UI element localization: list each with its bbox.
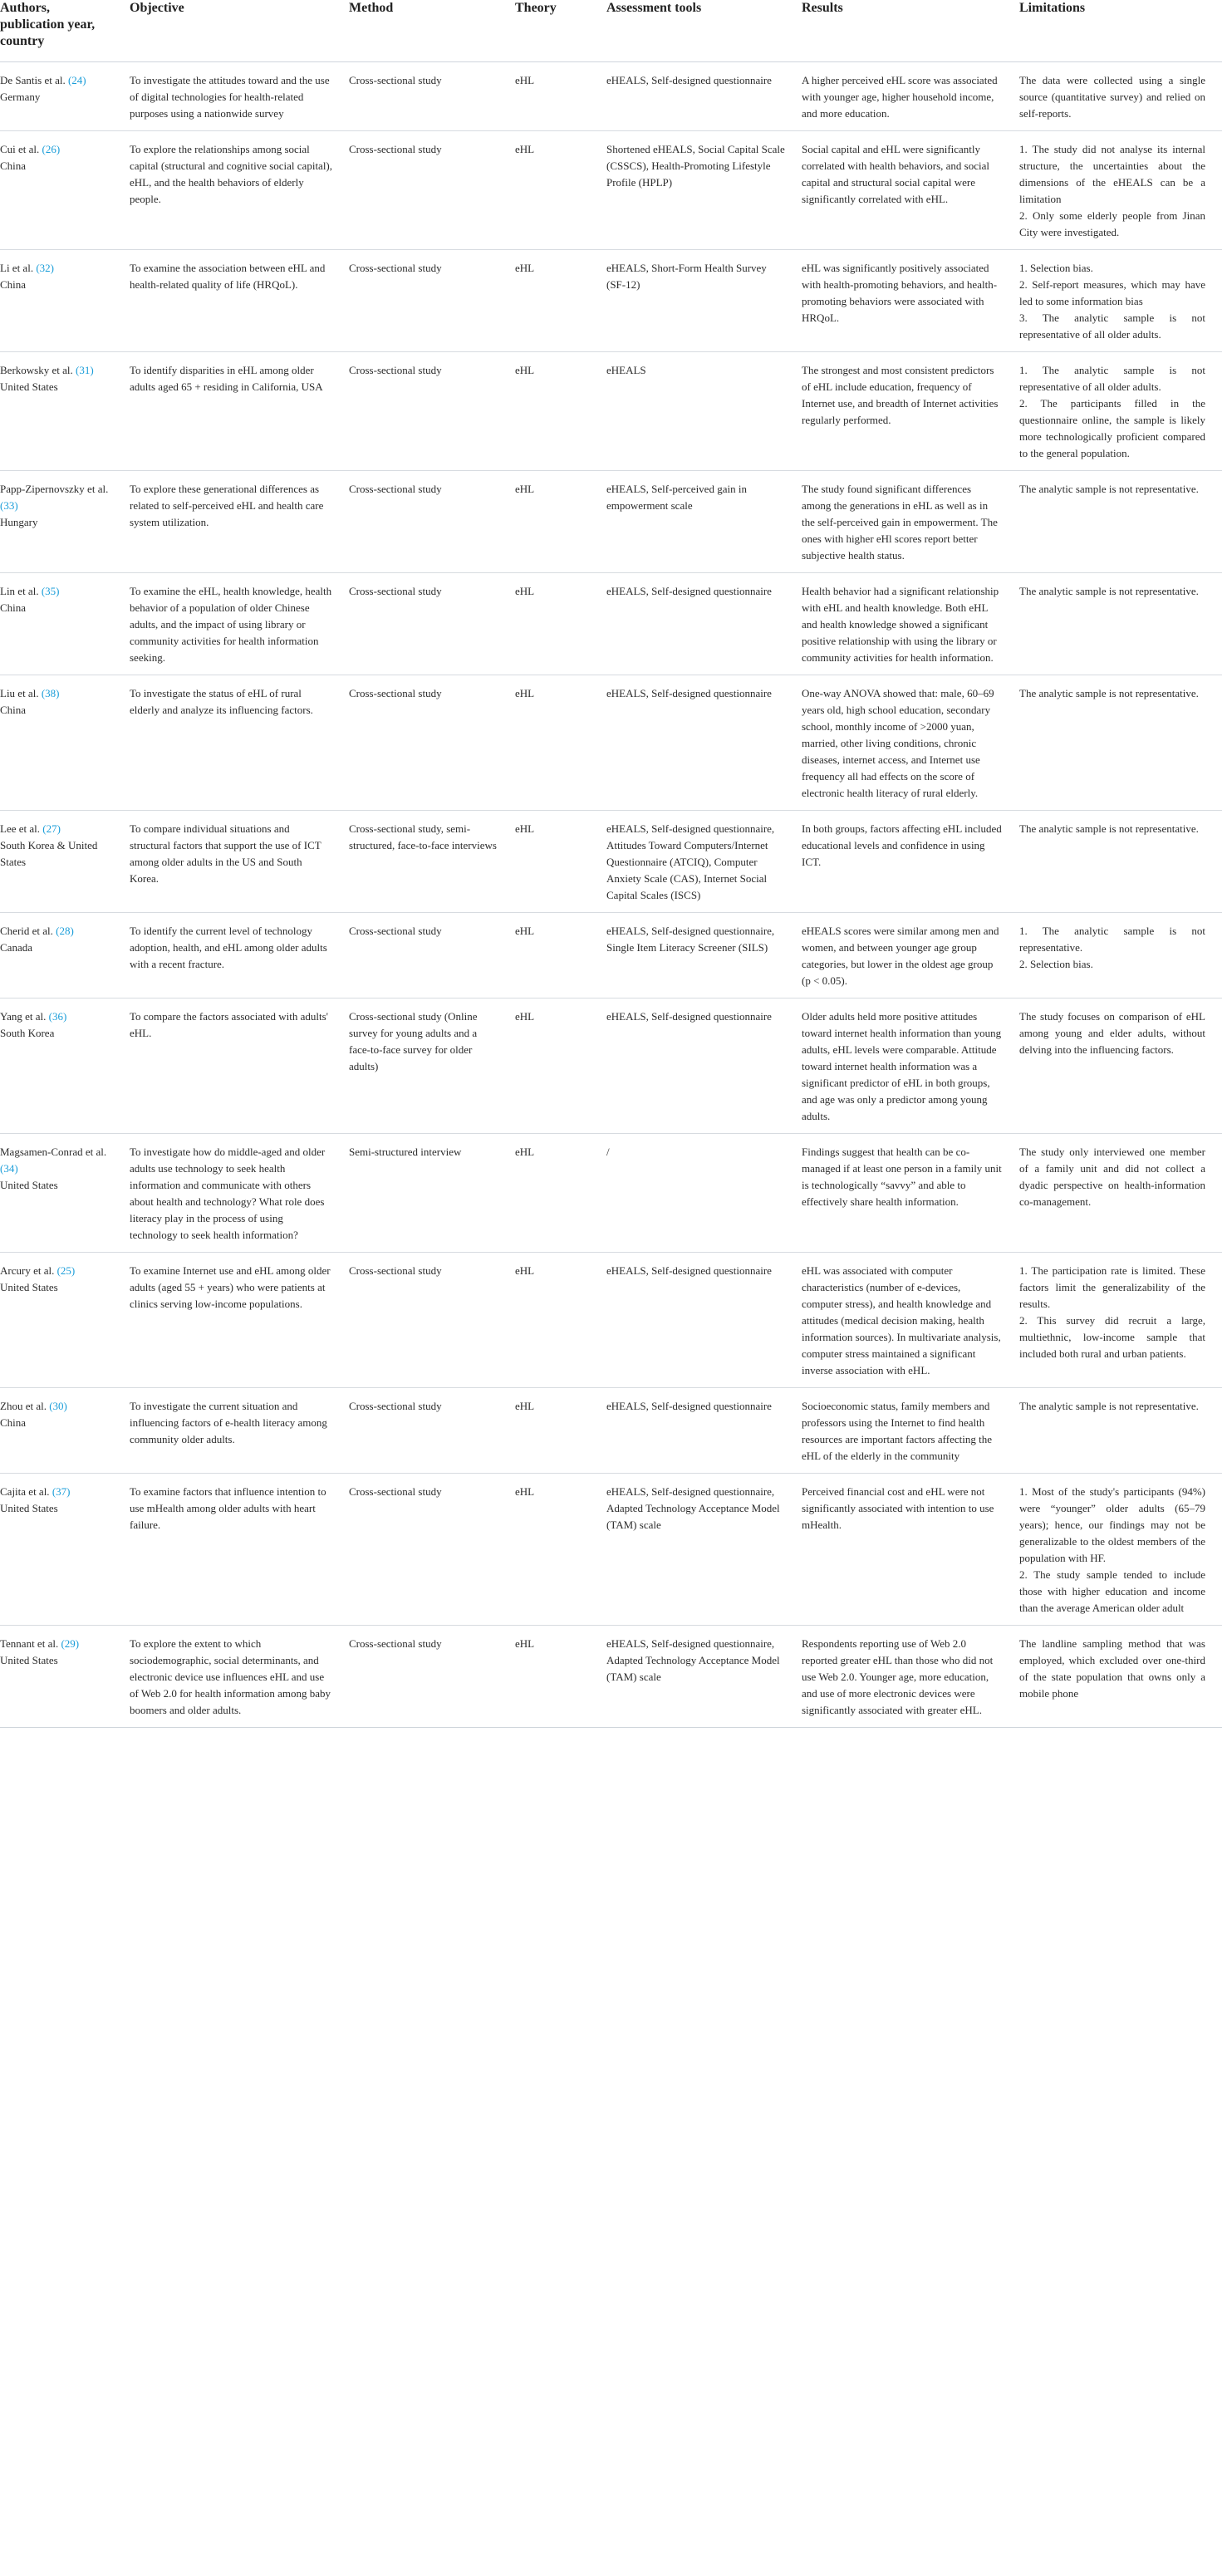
cell-limitations [1019,352,1222,471]
reference-link[interactable]: (28) [56,925,74,937]
author-name: Cajita et al. [0,1485,50,1498]
cell-method: Cross-sectional study (Online survey for young adults and a face-to-face survey for older adults) [349,1010,478,1072]
cell-method: Cross-sectional study [349,262,442,274]
cell-method: Cross-sectional study [349,1400,442,1412]
cell-theory: eHL [515,1146,535,1158]
cell-theory: eHL [515,1637,535,1650]
cell-assessment-tools: eHEALS, Self-designed questionnaire, Adapted Technology Acceptance Model (TAM) scale [606,1485,780,1531]
author-name: Berkowsky et al. [0,364,73,376]
cell-results: Older adults held more positive attitudes toward internet health information than young adults, eHL levels were comparable. Attitude toward internet health information was a significant predictor of eHL in both groups, and age was only a predictor among young adults. [802,1010,1002,1122]
table-row [0,573,1222,675]
country-label: South Korea [0,1027,55,1039]
cell-theory: eHL [515,1010,535,1023]
limitation-item: The analytic sample is not representative. [1019,687,1199,699]
cell-objective: To explore these generational differences as related to self-perceived eHL and health care system utilization. [130,483,324,528]
cell-authors [0,913,130,999]
reference-link[interactable]: (37) [52,1485,71,1498]
author-name: Zhou et al. [0,1400,47,1412]
author-name: Yang et al. [0,1010,47,1023]
cell-objective: To explore the relationships among social capital (structural and cognitive social capital), eHL, and the health behaviors of elderly people. [130,143,333,205]
cell-limitations [1019,471,1222,573]
reference-link[interactable]: (26) [42,143,61,155]
limitation-item: 1. The analytic sample is not representative. [1019,925,1205,954]
author-name: Tennant et al. [0,1637,59,1650]
reference-link[interactable]: (33) [0,499,18,512]
table-row [0,1388,1222,1474]
cell-method: Cross-sectional study [349,1485,442,1498]
cell-limitations [1019,999,1222,1134]
table-row [0,1474,1222,1626]
table-row [0,1626,1222,1728]
country-label: China [0,704,27,716]
author-name: Arcury et al. [0,1264,55,1277]
table-row [0,250,1222,352]
reference-link[interactable]: (35) [41,585,60,597]
cell-theory: eHL [515,925,535,937]
cell-results: The study found significant differences among the generations in eHL as well as in the self-perceived gain in empowerment. The ones with higher eHl scores report better subjective health status. [802,483,998,562]
limitation-item: 1. Selection bias. [1019,262,1093,274]
cell-objective: To investigate the status of eHL of rural elderly and analyze its influencing factors. [130,687,313,716]
country-label: United States [0,1502,58,1514]
cell-theory: eHL [515,364,535,376]
cell-limitations [1019,1388,1222,1474]
author-name: Papp-Zipernovszky et al. [0,483,109,495]
cell-authors [0,352,130,471]
cell-authors [0,1388,130,1474]
header-limitations: Limitations [1019,0,1222,62]
cell-results: Social capital and eHL were significantly correlated with health behaviors, and social capital and structural social capital were significantly correlated with eHL. [802,143,989,205]
cell-method: Cross-sectional study [349,364,442,376]
cell-objective: To identify the current level of technology adoption, health, and eHL among older adults with a recent fracture. [130,925,327,970]
author-name: Lee et al. [0,822,40,835]
cell-results: A higher perceived eHL score was associated with younger age, higher household income, and more education. [802,74,998,120]
cell-theory: eHL [515,143,535,155]
cell-authors [0,675,130,811]
reference-link[interactable]: (24) [67,74,86,86]
header-theory: Theory [515,0,606,62]
cell-objective: To compare individual situations and structural factors that support the use of ICT among older adults in the US and South Korea. [130,822,321,885]
cell-authors [0,1134,130,1253]
cell-method: Cross-sectional study [349,483,442,495]
cell-assessment-tools: eHEALS, Self-designed questionnaire [606,687,772,699]
cell-authors [0,999,130,1134]
table-row [0,811,1222,913]
table-row [0,1134,1222,1253]
cell-assessment-tools: eHEALS, Self-designed questionnaire [606,1400,772,1412]
limitation-item: 2. The study sample tended to include those with higher education and income than the average American older adult [1019,1568,1205,1614]
cell-results: eHL was significantly positively associated with health-promoting behaviors, and health-promoting behaviors were associated with HRQoL. [802,262,998,324]
limitation-item: The study focuses on comparison of eHL among young and elder adults, without delving into the influencing factors. [1019,1010,1205,1056]
reference-link[interactable]: (30) [49,1400,67,1412]
limitation-item: The analytic sample is not representative. [1019,1400,1199,1412]
cell-results: eHEALS scores were similar among men and women, and between younger age group categories, but lower in the oldest age group (p < 0.05). [802,925,999,987]
cell-assessment-tools: eHEALS, Self-designed questionnaire, Attitudes Toward Computers/Internet Questionnaire (ATCIQ), Computer Anxiety Scale (CAS), Internet Social Capital Scales (ISCS) [606,822,775,901]
country-label: China [0,1416,27,1429]
table-row [0,1253,1222,1388]
cell-objective: To investigate the current situation and influencing factors of e-health literacy among community older adults. [130,1400,327,1445]
header-assessment-tools: Assessment tools [606,0,802,62]
cell-authors [0,471,130,573]
reference-link[interactable]: (32) [36,262,54,274]
cell-assessment-tools: eHEALS, Self-designed questionnaire [606,1264,772,1277]
table-row [0,675,1222,811]
limitation-item: 3. The analytic sample is not representative of all older adults. [1019,312,1205,341]
cell-objective: To examine Internet use and eHL among older adults (aged 55 + years) who were patients at clinics serving low-income populations. [130,1264,331,1310]
cell-limitations [1019,811,1222,913]
limitation-item: 2. Self-report measures, which may have led to some information bias [1019,278,1205,307]
limitation-item: 1. The analytic sample is not representative of all older adults. [1019,364,1205,393]
cell-objective: To examine factors that influence intention to use mHealth among older adults with heart failure. [130,1485,326,1531]
limitation-item: The data were collected using a single source (quantitative survey) and relied on self-reports. [1019,74,1205,120]
cell-assessment-tools: / [606,1146,610,1158]
cell-authors [0,250,130,352]
cell-results: Perceived financial cost and eHL were not significantly associated with intention to use mHealth. [802,1485,994,1531]
cell-limitations [1019,913,1222,999]
cell-objective: To investigate the attitudes toward and the use of digital technologies for health-related purposes using a nationwide survey [130,74,330,120]
country-label: United States [0,1654,58,1666]
cell-results: Findings suggest that health can be co-managed if at least one person in a family unit is technologically “savvy” and able to effectively share health information. [802,1146,1002,1208]
cell-limitations [1019,1253,1222,1388]
limitation-item: The landline sampling method that was employed, which excluded over one-third of the state population that owns only a mobile phone [1019,1637,1205,1700]
country-label: Germany [0,91,41,103]
cell-limitations [1019,1474,1222,1626]
cell-method: Cross-sectional study [349,1264,442,1277]
cell-method: Cross-sectional study [349,74,442,86]
cell-objective: To examine the eHL, health knowledge, health behavior of a population of older Chinese adults, and the impact of using library or community activities for health information seeking. [130,585,332,664]
cell-objective: To explore the extent to which sociodemographic, social determinants, and electronic device use influences eHL and use of Web 2.0 for health information among baby boomers and older adults. [130,1637,331,1716]
cell-theory: eHL [515,74,535,86]
cell-assessment-tools: eHEALS [606,364,646,376]
cell-results: Respondents reporting use of Web 2.0 reported greater eHL than those who did not use Web 2.0. Younger age, more education, and use of more electronic devices were significantly associated with greater eHL. [802,1637,994,1716]
cell-results: One-way ANOVA showed that: male, 60–69 years old, high school education, secondary school, monthly income of >2000 yuan, married, other living conditions, chronic diseases, internet access, and Internet use frequency all had effects on the score of electronic health literacy of rural elderly. [802,687,994,799]
cell-limitations [1019,675,1222,811]
cell-theory: eHL [515,483,535,495]
cell-authors [0,131,130,250]
cell-assessment-tools: Shortened eHEALS, Social Capital Scale (CSSCS), Health-Promoting Lifestyle Profile (HPLP) [606,143,785,189]
cell-method: Cross-sectional study [349,925,442,937]
cell-objective: To compare the factors associated with adults' eHL. [130,1010,328,1039]
country-label: South Korea & United States [0,839,98,868]
limitation-item: The analytic sample is not representative. [1019,483,1199,495]
cell-results: Socioeconomic status, family members and professors using the Internet to find health resources are important factors affecting the eHL of the elderly in the community [802,1400,992,1462]
cell-theory: eHL [515,1485,535,1498]
cell-method: Cross-sectional study [349,1637,442,1650]
cell-results: eHL was associated with computer characteristics (number of e-devices, computer stress), and health knowledge and attitudes (medical decision making, health information sources). In multivariate analysis, computer stress maintained a significant inverse association with eHL. [802,1264,1001,1376]
cell-method: Semi-structured interview [349,1146,462,1158]
table-body [0,62,1222,1728]
limitation-item: The analytic sample is not representative. [1019,585,1199,597]
cell-assessment-tools: eHEALS, Self-designed questionnaire [606,74,772,86]
cell-objective: To examine the association between eHL and health-related quality of life (HRQoL). [130,262,326,291]
cell-assessment-tools: eHEALS, Self-designed questionnaire, Single Item Literacy Screener (SILS) [606,925,775,954]
header-results: Results [802,0,1019,62]
cell-limitations [1019,573,1222,675]
limitation-item: 2. This survey did recruit a large, multiethnic, low-income sample that included both rural and urban patients. [1019,1314,1205,1360]
limitation-item: 2. The participants filled in the questionnaire online, the sample is likely more technologically proficient compared to the general population. [1019,397,1205,459]
cell-limitations [1019,131,1222,250]
cell-method: Cross-sectional study [349,585,442,597]
cell-limitations [1019,1626,1222,1728]
header-authors: Authors, publication year, country [0,0,130,62]
cell-results: Health behavior had a significant relationship with eHL and health knowledge. Both eHL and health knowledge showed a significant positive relationship with using the library or community activities for health information. [802,585,999,664]
limitation-item: 1. Most of the study's participants (94%) were “younger” older adults (65–79 years); hence, our findings may not be generalizable to the oldest members of the population with HF. [1019,1485,1205,1564]
limitation-item: The study only interviewed one member of a family unit and did not collect a dyadic perspective on health-information co-management. [1019,1146,1205,1208]
country-label: Hungary [0,516,38,528]
reference-link[interactable]: (34) [0,1162,18,1175]
reference-link[interactable]: (31) [75,364,94,376]
country-label: China [0,601,27,614]
cell-limitations [1019,62,1222,131]
country-label: China [0,278,27,291]
cell-method: Cross-sectional study [349,143,442,155]
cell-theory: eHL [515,262,535,274]
cell-theory: eHL [515,585,535,597]
cell-theory: eHL [515,1400,535,1412]
country-label: China [0,159,27,172]
table-row [0,62,1222,131]
limitation-item: 2. Only some elderly people from Jinan City were investigated. [1019,209,1205,238]
author-name: Cui et al. [0,143,40,155]
cell-assessment-tools: eHEALS, Self-designed questionnaire [606,1010,772,1023]
limitation-item: The analytic sample is not representative. [1019,822,1199,835]
reference-link[interactable]: (27) [42,822,61,835]
table-header-row [0,0,1222,62]
cell-assessment-tools: eHEALS, Self-designed questionnaire [606,585,772,597]
reference-link[interactable]: (38) [41,687,60,699]
cell-method: Cross-sectional study [349,687,442,699]
cell-objective: To identify disparities in eHL among older adults aged 65 + residing in California, USA [130,364,323,393]
reference-link[interactable]: (36) [48,1010,67,1023]
author-name: Lin et al. [0,585,39,597]
table-row [0,131,1222,250]
cell-results: The strongest and most consistent predictors of eHL include education, frequency of Internet use, and breadth of Internet activities regularly performed. [802,364,999,426]
cell-authors [0,573,130,675]
cell-theory: eHL [515,687,535,699]
reference-link[interactable]: (29) [61,1637,80,1650]
author-name: De Santis et al. [0,74,66,86]
cell-assessment-tools: eHEALS, Short-Form Health Survey (SF-12) [606,262,767,291]
table-row [0,471,1222,573]
cell-assessment-tools: eHEALS, Self-perceived gain in empowerment scale [606,483,747,512]
cell-authors [0,1626,130,1728]
author-name: Li et al. [0,262,34,274]
table-row [0,913,1222,999]
limitation-item: 2. Selection bias. [1019,958,1093,970]
author-name: Magsamen-Conrad et al. [0,1146,107,1158]
country-label: United States [0,380,58,393]
cell-method: Cross-sectional study, semi-structured, face-to-face interviews [349,822,497,851]
table-row [0,999,1222,1134]
limitation-item: 1. The participation rate is limited. These factors limit the generalizability of the results. [1019,1264,1205,1310]
cell-limitations [1019,250,1222,352]
limitation-item: 1. The study did not analyse its internal structure, the uncertainties about the dimensions of the eHEALS can be a limitation [1019,143,1205,205]
table-row [0,352,1222,471]
author-name: Liu et al. [0,687,39,699]
country-label: Canada [0,941,32,954]
cell-objective: To investigate how do middle-aged and older adults use technology to seek health information and communicate with others about health and technology? What role does literacy play in the process of using technology to seek health information? [130,1146,326,1241]
cell-limitations [1019,1134,1222,1253]
country-label: United States [0,1179,58,1191]
cell-assessment-tools: eHEALS, Self-designed questionnaire, Adapted Technology Acceptance Model (TAM) scale [606,1637,780,1683]
header-method: Method [349,0,515,62]
header-objective: Objective [130,0,349,62]
cell-authors [0,1253,130,1388]
country-label: United States [0,1281,58,1293]
cell-results: In both groups, factors affecting eHL included educational levels and confidence in using ICT. [802,822,1002,868]
cell-authors [0,811,130,913]
author-name: Cherid et al. [0,925,53,937]
cell-authors [0,62,130,131]
cell-theory: eHL [515,822,535,835]
cell-theory: eHL [515,1264,535,1277]
cell-authors [0,1474,130,1626]
reference-link[interactable]: (25) [56,1264,76,1277]
